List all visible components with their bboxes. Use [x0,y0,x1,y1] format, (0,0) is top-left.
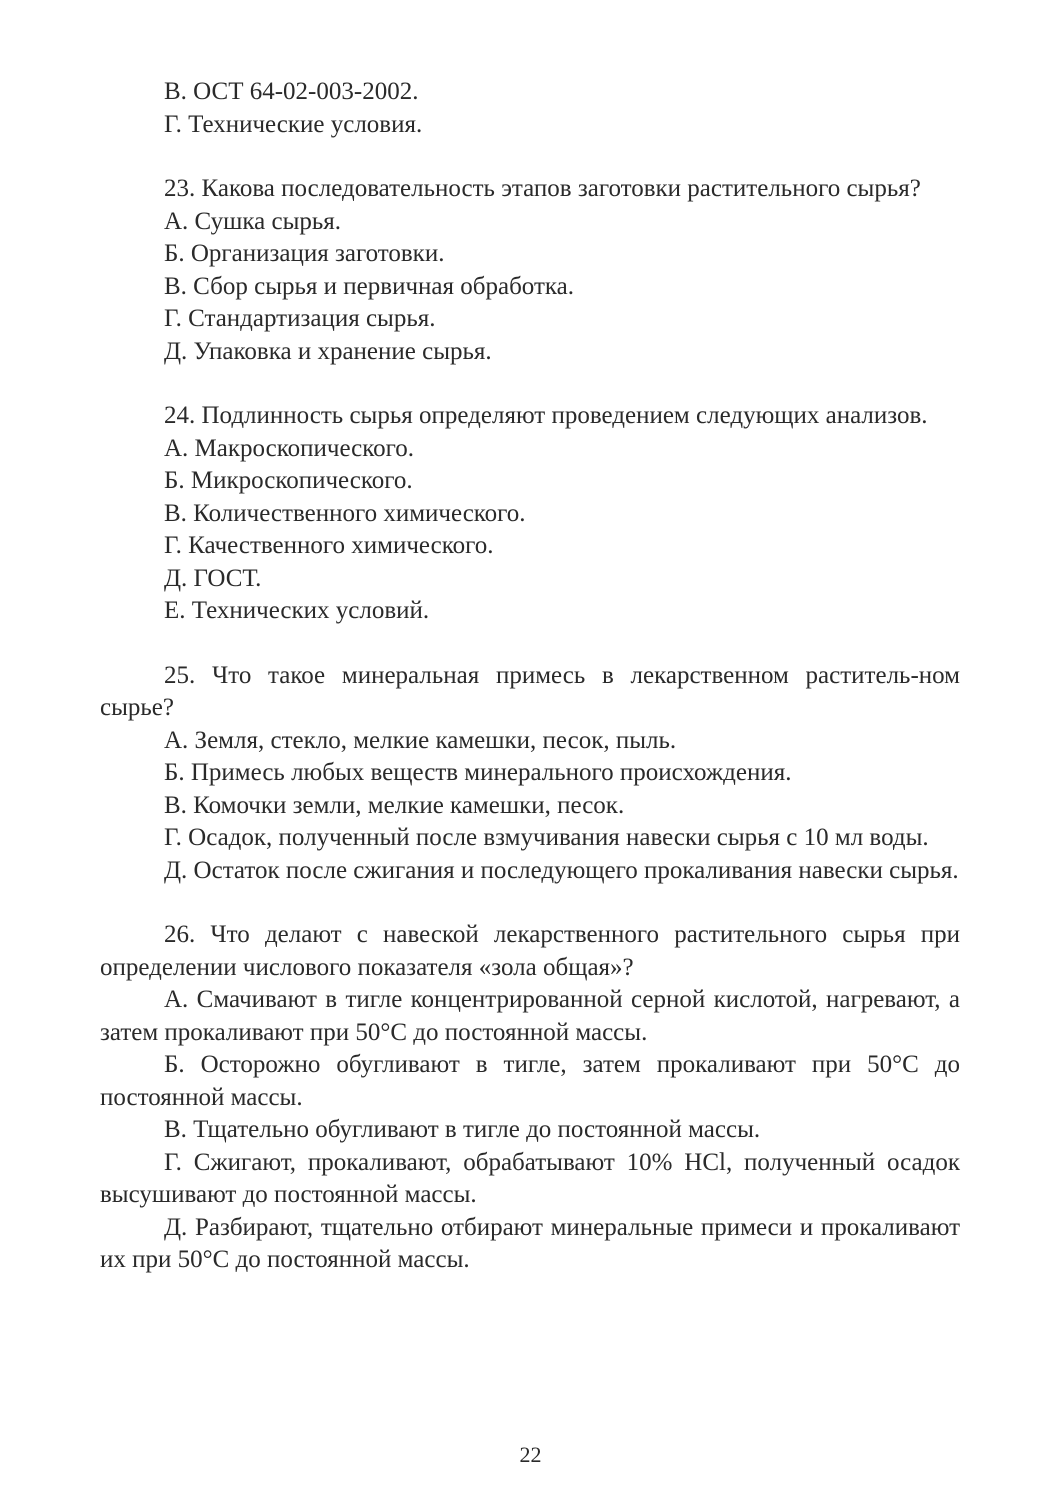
question-26 [100,919,960,1277]
answer-option: Г. Сжигают, прокаливают, обрабатывают 10% HCl, полученный осадок высушивают до постоянной массы. [100,1148,960,1208]
answer-option: В. Количественного химического. [164,499,526,527]
answer-option: Д. Остаток после сжигания и последующего прокаливания навески сырья. [164,856,959,884]
question-24 [100,400,960,628]
answer-option: А. Сушка сырья. [164,207,342,235]
page-number: 22 [519,1442,542,1467]
page-body [100,76,960,1277]
question-text: 25. Что такое минеральная примесь в лекарственном раститель-ном сырье? [100,661,960,721]
answer-option: В. Сбор сырья и первичная обработка. [164,272,574,300]
answer-option: Б. Осторожно обугливают в тигле, затем прокаливают при 50°С до постоянной массы. [100,1051,960,1111]
question-23 [100,173,960,368]
carryover-options [100,76,960,141]
answer-option: Г. Стандартизация сырья. [164,305,436,332]
answer-option: Г. Технические условия. [164,110,423,138]
answer-option: Г. Осадок, полученный после взмучивания навески сырья с 10 мл воды. [164,824,929,851]
answer-option: А. Макроскопического. [164,434,415,462]
answer-option: А. Смачивают в тигле концентрированной серной кислотой, нагревают, а затем прокаливают при 50°С до постоянной массы. [100,986,960,1046]
question-text: 26. Что делают с навеской лекарственного растительного сырья при определении числового показателя «зола общая»? [100,921,960,981]
answer-option: В. ОСТ 64-02-003-2002. [164,78,419,105]
answer-option: Д. ГОСТ. [164,564,262,592]
answer-option: Б. Организация заготовки. [164,240,445,267]
answer-option: Д. Разбирают, тщательно отбирают минеральные примеси и прокаливают их при 50°С до постоянной массы. [100,1213,960,1273]
answer-option: Г. Качественного химического. [164,532,494,559]
question-text: 24. Подлинность сырья определяют проведением следующих анализов. [164,402,928,429]
question-25 [100,660,960,888]
answer-option: Б. Микроскопического. [164,467,413,494]
answer-option: Е. Технических условий. [164,597,430,624]
answer-option: Д. Упаковка и хранение сырья. [164,337,492,365]
answer-option: В. Тщательно обугливают в тигле до постоянной массы. [164,1116,761,1143]
answer-option: В. Комочки земли, мелкие камешки, песок. [164,791,625,819]
answer-option: А. Земля, стекло, мелкие камешки, песок, пыль. [164,726,677,754]
question-text: 23. Какова последовательность этапов заготовки растительного сырья? [164,175,921,202]
answer-option: Б. Примесь любых веществ минерального происхождения. [164,759,792,786]
